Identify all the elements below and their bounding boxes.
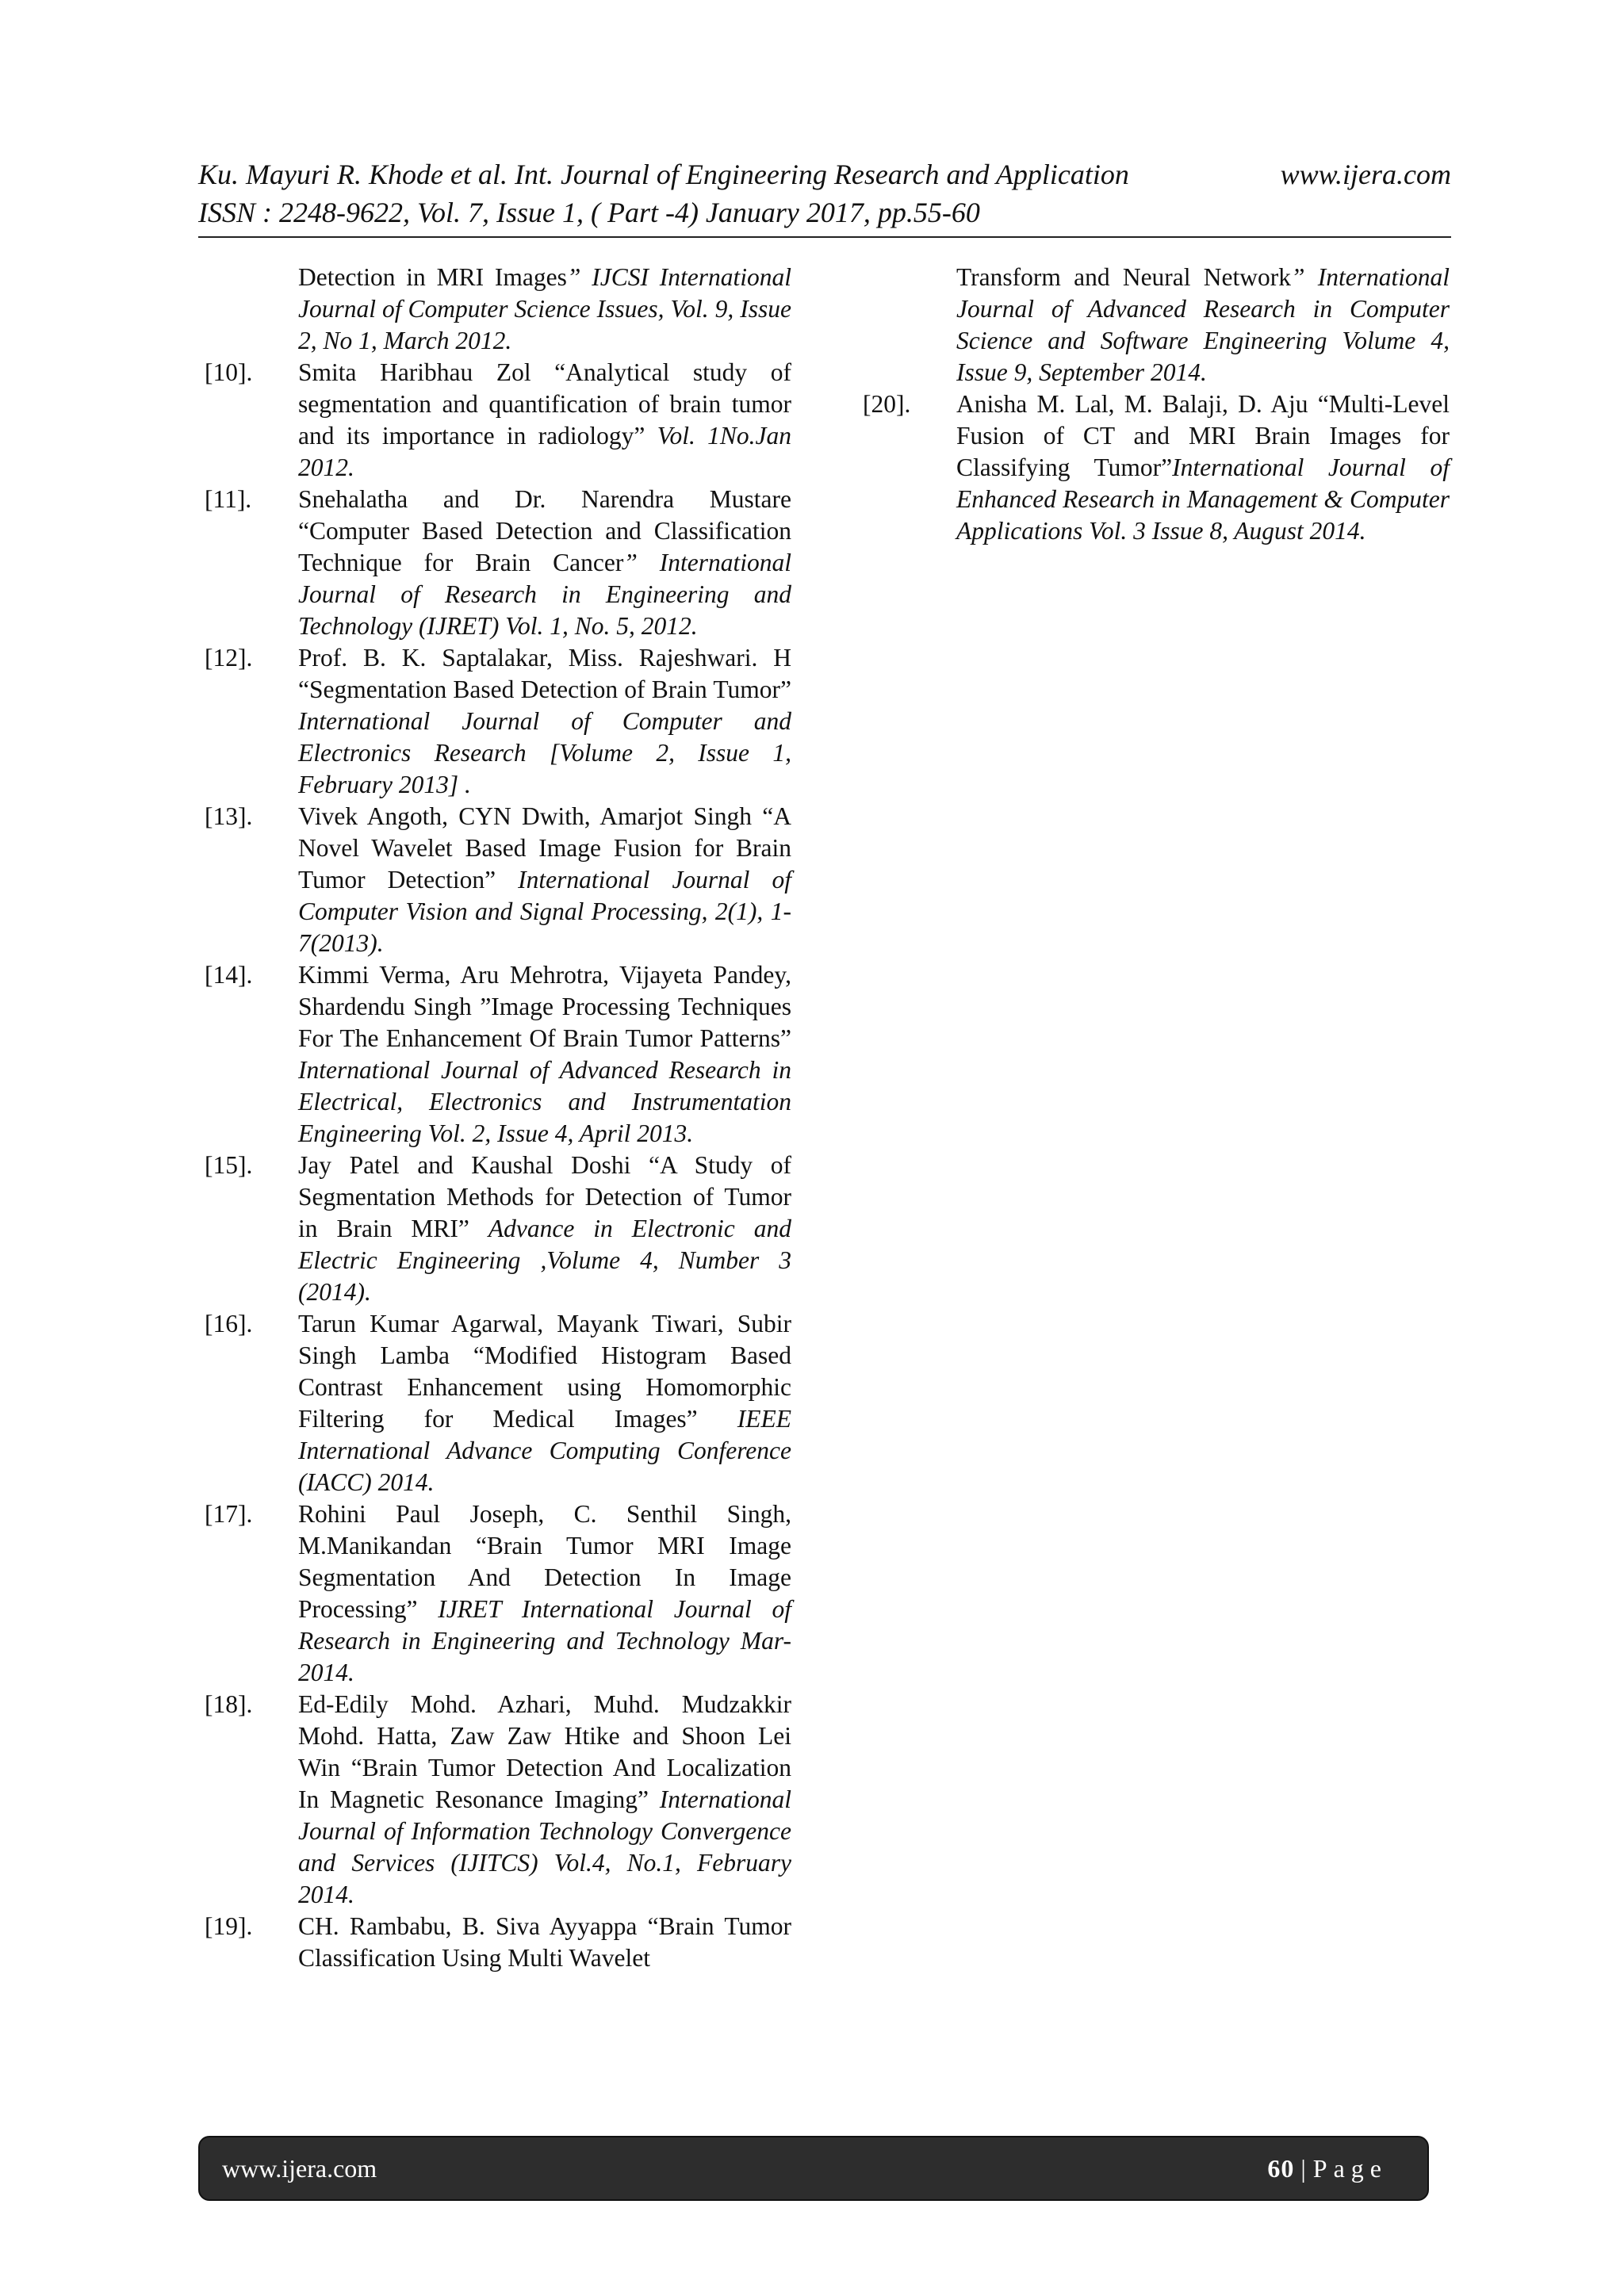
reference-text: Anisha M. Lal, M. Balaji, D. Aju “Multi-Level Fusion of CT and MRI Brain Images for Classifying Tumor”International Journal of Enhanced Research in Management & Computer Applications Vol. 3 Issue 8, August 2014. bbox=[956, 390, 1450, 545]
page-label: Page bbox=[1312, 2153, 1388, 2183]
reference-item bbox=[205, 1308, 791, 1498]
journal-citation: Ku. Mayuri R. Khode et al. Int. Journal of Engineering Research and Application bbox=[198, 159, 1129, 190]
page-footer bbox=[198, 2136, 1429, 2201]
reference-number: [14]. bbox=[205, 961, 253, 989]
journal-website: www.ijera.com bbox=[1280, 159, 1451, 190]
reference-list bbox=[863, 388, 1450, 547]
reference-continuation: Transform and Neural Network” International Journal of Advanced Research in Computer Science and Software Engineering Volume 4, Issue 9, September 2014. bbox=[956, 263, 1450, 386]
reference-item bbox=[205, 642, 791, 801]
page-indicator: 60 | Page bbox=[1267, 2153, 1388, 2183]
reference-item bbox=[205, 1150, 791, 1308]
reference-item bbox=[205, 357, 791, 484]
issn-line: ISSN : 2248-9622, Vol. 7, Issue 1, ( Part -4) January 2017, pp.55-60 bbox=[198, 197, 980, 228]
reference-number: [12]. bbox=[205, 644, 253, 672]
reference-continuation: Detection in MRI Images” IJCSI International Journal of Computer Science Issues, Vol. 9, Issue 2, No 1, March 2012. bbox=[298, 263, 792, 354]
reference-text: Ed-Edily Mohd. Azhari, Muhd. Mudzakkir Mohd. Hatta, Zaw Zaw Htike and Shoon Lei Win “Brain Tumor Detection And Localization In Magnetic Resonance Imaging” International Journal of Information Technology Convergence and Services (IJITCS) Vol.4, No.1, February 2014. bbox=[298, 1690, 791, 1908]
reference-number: [10]. bbox=[205, 358, 253, 386]
reference-number: [17]. bbox=[205, 1500, 253, 1528]
reference-number: [11]. bbox=[205, 485, 252, 513]
reference-text: Rohini Paul Joseph, C. Senthil Singh, M.Manikandan “Brain Tumor MRI Image Segmentation And Detection In Image Processing” IJRET International Journal of Research in Engineering and Technology Mar-2014. bbox=[298, 1500, 791, 1686]
reference-item bbox=[205, 801, 791, 959]
reference-number: [20]. bbox=[863, 390, 911, 418]
reference-item bbox=[205, 959, 791, 1150]
running-header bbox=[198, 155, 1451, 238]
reference-number: [19]. bbox=[205, 1912, 253, 1940]
left-column bbox=[205, 262, 791, 1974]
reference-list bbox=[205, 357, 791, 1974]
reference-text: Kimmi Verma, Aru Mehrotra, Vijayeta Pandey, Shardendu Singh ”Image Processing Techniques For The Enhancement Of Brain Tumor Patterns” International Journal of Advanced Research in Electrical, Electronics and Instrumentation Engineering Vol. 2, Issue 4, April 2013. bbox=[298, 961, 791, 1147]
right-column bbox=[863, 262, 1450, 547]
reference-text: Prof. B. K. Saptalakar, Miss. Rajeshwari. H “Segmentation Based Detection of Brain Tumor” International Journal of Computer and Electronics Research [Volume 2, Issue 1, February 2013] . bbox=[298, 644, 791, 798]
page-number: 60 bbox=[1267, 2153, 1295, 2183]
reference-text: Smita Haribhau Zol “Analytical study of segmentation and quantification of brain tumor and its importance in radiology” Vol. 1No.Jan 2012. bbox=[298, 358, 792, 481]
reference-number: [16]. bbox=[205, 1310, 253, 1337]
reference-text: Vivek Angoth, CYN Dwith, Amarjot Singh “A Novel Wavelet Based Image Fusion for Brain Tumor Detection” International Journal of Computer Vision and Signal Processing, 2(1), 1-7(2013). bbox=[298, 802, 791, 957]
reference-item bbox=[205, 1689, 791, 1911]
reference-text: Snehalatha and Dr. Narendra Mustare “Computer Based Detection and Classification Technique for Brain Cancer” International Journal of Research in Engineering and Technology (IJRET) Vol. 1, No. 5, 2012. bbox=[298, 485, 791, 640]
reference-number: [15]. bbox=[205, 1151, 253, 1179]
reference-text: CH. Rambabu, B. Siva Ayyappa “Brain Tumor Classification Using Multi Wavelet bbox=[298, 1912, 791, 1972]
reference-text: Tarun Kumar Agarwal, Mayank Tiwari, Subir Singh Lamba “Modified Histogram Based Contrast Enhancement using Homomorphic Filtering for Medical Images” IEEE International Advance Computing Conference (IACC) 2014. bbox=[298, 1310, 791, 1496]
header-line-2 bbox=[198, 193, 1451, 232]
footer-website: www.ijera.com bbox=[222, 2153, 377, 2183]
reference-number: [18]. bbox=[205, 1690, 253, 1718]
reference-item bbox=[205, 1911, 791, 1974]
reference-item bbox=[205, 484, 791, 642]
reference-item bbox=[863, 388, 1450, 547]
reference-text: Jay Patel and Kaushal Doshi “A Study of Segmentation Methods for Detection of Tumor in Brain MRI” Advance in Electronic and Electric Engineering ,Volume 4, Number 3 (2014). bbox=[298, 1151, 791, 1306]
header-line-1 bbox=[198, 155, 1451, 193]
reference-number: [13]. bbox=[205, 802, 253, 830]
reference-item bbox=[205, 1498, 791, 1689]
